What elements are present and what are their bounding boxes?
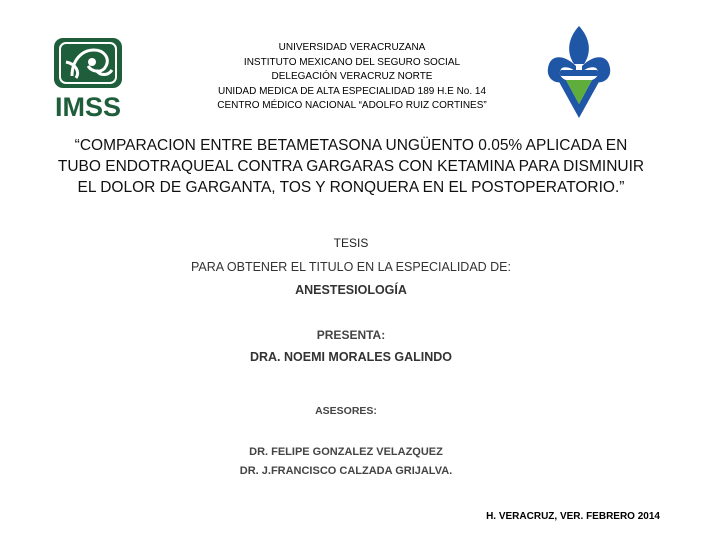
thesis-purpose: PARA OBTENER EL TITULO EN LA ESPECIALIDAD DE: (190, 260, 511, 274)
institution-line: CENTRO MÉDICO NACIONAL “ADOLFO RUIZ CORTINES” (217, 100, 487, 111)
presenter-label: PRESENTA: (316, 328, 386, 342)
presenter-name: DRA. NOEMI MORALES GALINDO (249, 350, 453, 364)
institution-header (180, 41, 524, 114)
institution-line: DELEGACIÓN VERACRUZ NORTE (271, 71, 433, 82)
advisor-name: DR. J.FRANCISCO CALZADA GRIJALVA. (239, 465, 453, 477)
institution-line: INSTITUTO MEXICANO DEL SEGURO SOCIAL (243, 56, 461, 68)
uv-fleur-de-lis-icon (546, 24, 612, 120)
advisors-label: ASESORES: (315, 405, 377, 417)
place-date: H. VERACRUZ, VER. FEBRERO 2014 (486, 511, 660, 522)
thesis-title (40, 135, 662, 198)
imss-logo-icon (52, 36, 128, 120)
institution-line: UNIDAD MEDICA DE ALTA ESPECIALIDAD 189 H.E No. 14 (217, 85, 487, 97)
thesis-title-line: “COMPARACION ENTRE BETAMETASONA UNGÜENTO 0.05% APLICADA EN (74, 137, 628, 154)
thesis-title-line: EL DOLOR DE GARGANTA, TOS Y RONQUERA EN EL POSTOPERATORIO.” (77, 179, 625, 196)
thesis-title-line: TUBO ENDOTRAQUEAL CONTRA GARGARAS CON KETAMINA PARA DISMINUIR (57, 158, 645, 175)
advisor-name: DR. FELIPE GONZALEZ VELAZQUEZ (249, 446, 443, 458)
thesis-label: TESIS (333, 236, 369, 250)
specialty-name: ANESTESIOLOGÍA (295, 283, 407, 297)
imss-logo-text: IMSS (54, 92, 122, 120)
institution-line: UNIVERSIDAD VERACRUZANA (278, 42, 426, 53)
